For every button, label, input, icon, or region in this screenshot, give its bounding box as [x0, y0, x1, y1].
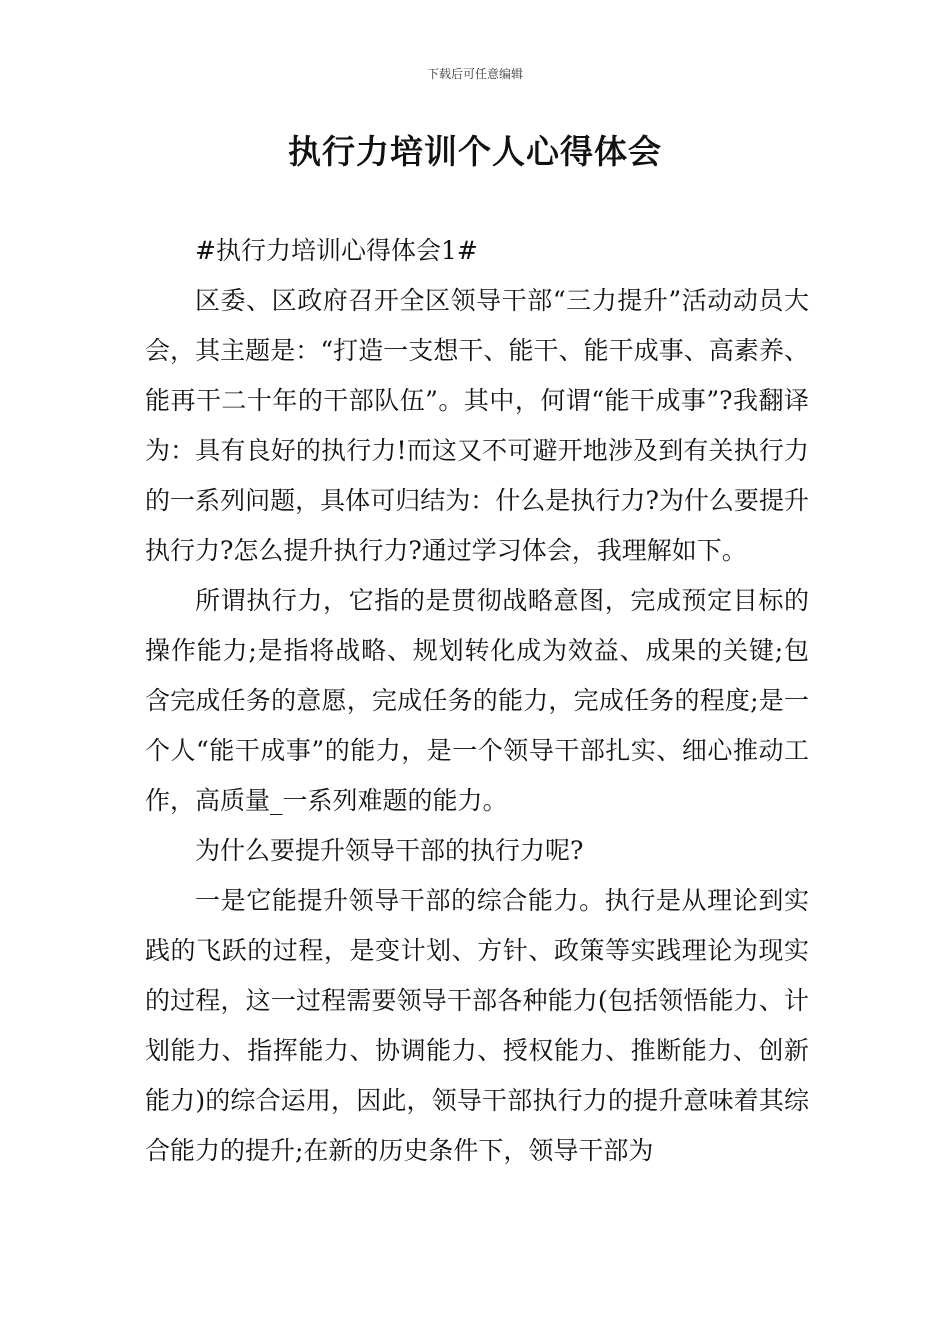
- paragraph: 为什么要提升领导干部的执行力呢?: [195, 836, 584, 865]
- header-note: 下载后可任意编辑: [426, 67, 523, 81]
- document-body: [145, 226, 809, 1176]
- section-heading: #执行力培训心得体会1#: [195, 236, 478, 265]
- paragraph: 区委、区政府召开全区领导干部“三力提升”活动动员大会，其主题是：“打造一支想干、能干、能干成事、高素养、能再干二十年的干部队伍”。其中，何谓“能干成事”?我翻译为：具有良好的执行力!而这又不可避开地涉及到有关执行力的一系列问题，具体可归结为：什么是执行力?为什么要提升执行力?怎么提升执行力?通过学习体会，我理解如下。: [145, 286, 809, 565]
- document-title: 执行力培训个人心得体会: [288, 132, 662, 171]
- paragraph: 一是它能提升领导干部的综合能力。执行是从理论到实践的飞跃的过程，是变计划、方针、政策等实践理论为现实的过程，这一过程需要领导干部各种能力(包括领悟能力、计划能力、指挥能力、协调能力、授权能力、推断能力、创新能力)的综合运用，因此，领导干部执行力的提升意味着其综合能力的提升;在新的历史条件下，领导干部为: [145, 886, 809, 1165]
- paragraph: 所谓执行力，它指的是贯彻战略意图，完成预定目标的操作能力;是指将战略、规划转化成为效益、成果的关键;包含完成任务的意愿，完成任务的能力，完成任务的程度;是一个人“能干成事”的能力，是一个领导干部扎实、细心推动工作，高质量_一系列难题的能力。: [145, 586, 809, 815]
